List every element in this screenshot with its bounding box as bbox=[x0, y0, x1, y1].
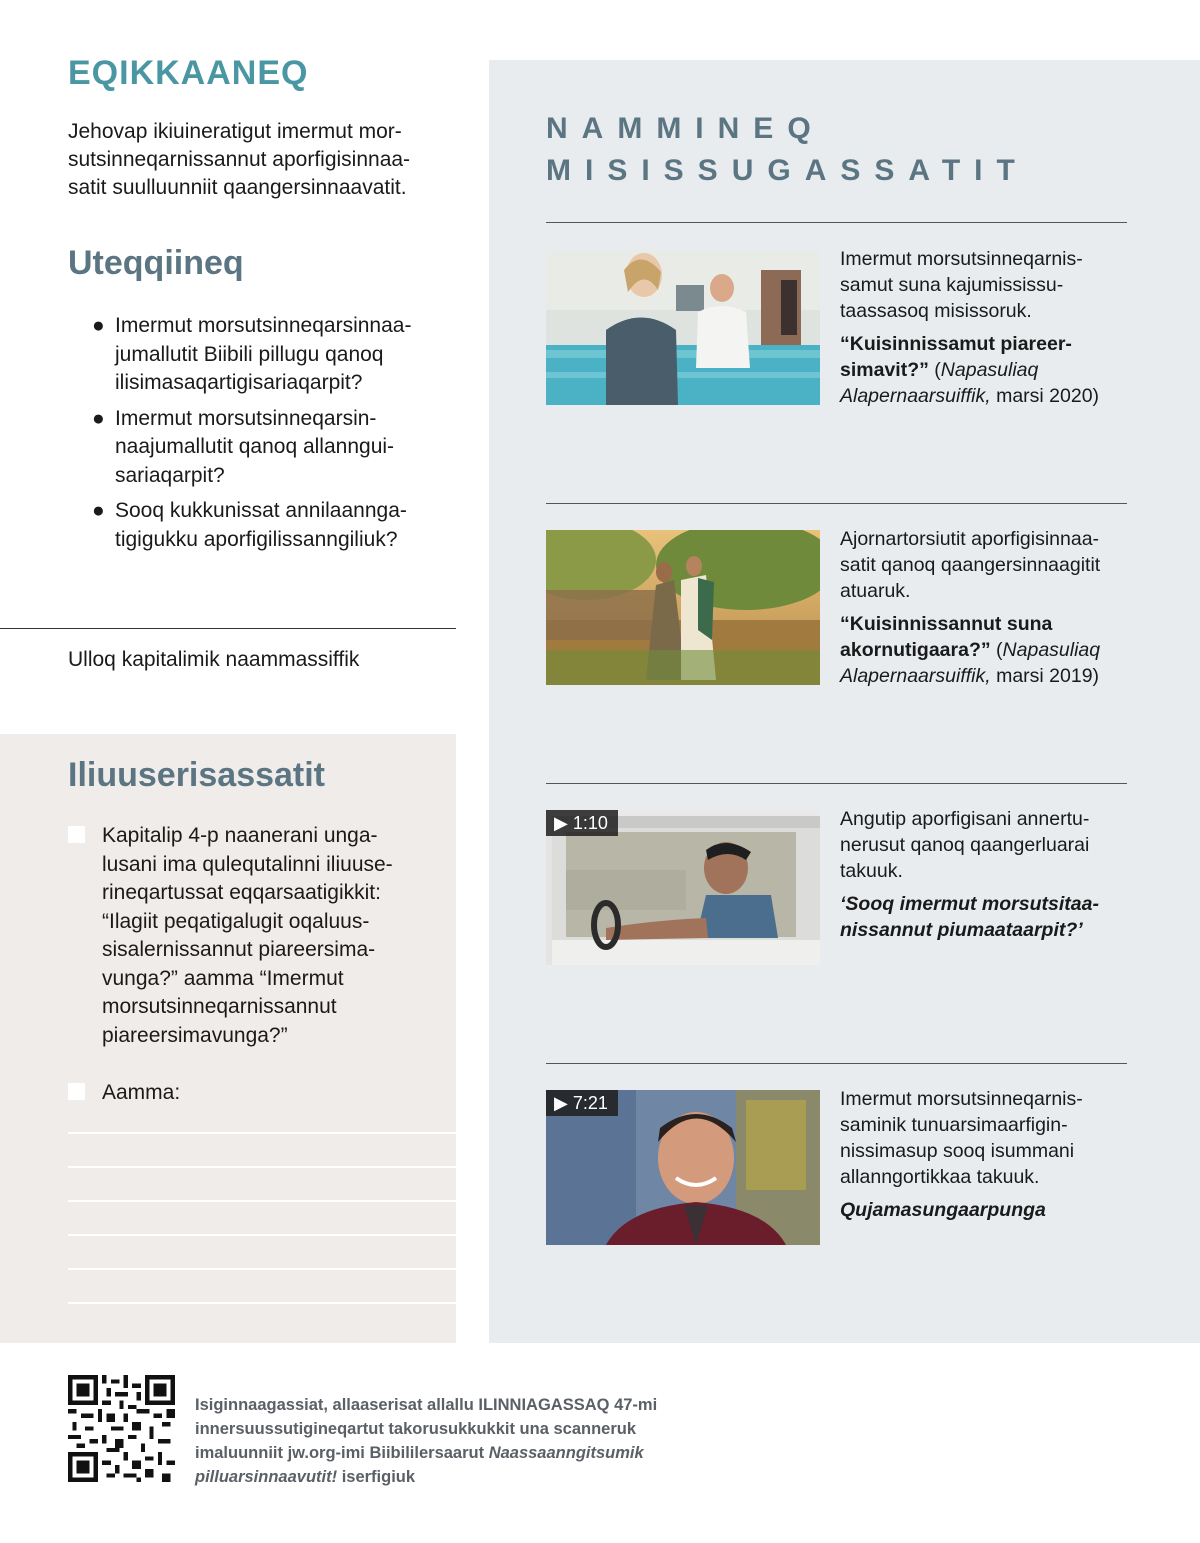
divider bbox=[0, 628, 456, 629]
checkbox[interactable] bbox=[68, 1083, 85, 1100]
review-item-text: Imermut morsutsinneqarsinnaa- jumallutit Biibili pillugu qanoq ilisimasaqartigisariaqarpit? bbox=[115, 314, 412, 394]
footer-note bbox=[195, 1393, 715, 1489]
review-heading: Uteqqiineq bbox=[68, 244, 244, 282]
card-title[interactable] bbox=[840, 611, 1130, 689]
review-item bbox=[92, 497, 462, 554]
video-thumbnail[interactable] bbox=[546, 810, 820, 965]
card-description: Imermut morsutsinneqarnis- saminik tunuarsimaarfigin- nissimasup sooq isummani allanngortikkaa takuuk. bbox=[840, 1088, 1083, 1188]
card-description: Imermut morsutsinneqarnis- samut suna kajumississu- taassasoq misissoruk. bbox=[840, 248, 1083, 322]
bullet-icon: ● bbox=[92, 406, 105, 430]
write-line[interactable] bbox=[68, 1132, 456, 1134]
card-title[interactable] bbox=[840, 891, 1130, 943]
bullet-icon: ● bbox=[92, 314, 105, 337]
card-source-title: Napasuliaq Alapernaarsuiffik, bbox=[840, 639, 1101, 687]
goal-item bbox=[68, 1079, 438, 1109]
write-line[interactable] bbox=[68, 1200, 456, 1202]
checkbox[interactable] bbox=[68, 826, 85, 843]
goal-text: Aamma: bbox=[102, 1081, 181, 1104]
review-item-text: Imermut morsutsinneqarsin- naajumallutit qanoq allanngui- sariaqarpit? bbox=[115, 406, 395, 487]
goal-text: Kapitalip 4-p naanerani unga- lusani ima qulequtalinni iliuuse- rineqartussat eqqarsaatigikkit: “Ilagiit peqatigalugit oqaluus- sisalernissannut piareersima- vunga?” aamma “Imermut morsutsinneqarnissannut piareersimavunga?” bbox=[102, 824, 393, 1047]
card-source: (Napasuliaq Alapernaarsuiffik, marsi 2020) bbox=[840, 359, 1100, 407]
study-card bbox=[840, 806, 1130, 943]
card-title-text[interactable]: Qujamasungaarpunga bbox=[840, 1199, 1046, 1221]
study-card bbox=[840, 526, 1130, 689]
bullet-icon: ● bbox=[92, 499, 105, 522]
completion-date-label: Ulloq kapitalimik naammassiffik bbox=[68, 648, 360, 671]
footer-text: iserfigiuk bbox=[337, 1468, 416, 1486]
play-icon[interactable]: ▶ bbox=[554, 1093, 568, 1113]
card-source-title: Napasuliaq Alapernaarsuiffik, bbox=[840, 359, 1039, 407]
summary-text: Jehovap ikiuineratigut imermut mor- sutsinneqarnissannut aporfigisinnaa- satit suulluunniit qaangersinnaavatit. bbox=[68, 120, 411, 199]
review-item bbox=[92, 405, 462, 491]
qr-code[interactable] bbox=[68, 1375, 175, 1482]
review-item-text: Sooq kukkunissat annilaannga- tigigukku aporfigilissanngiliuk? bbox=[115, 499, 407, 551]
review-item bbox=[92, 312, 462, 398]
study-card bbox=[840, 246, 1130, 409]
card-source-date: marsi 2019) bbox=[990, 665, 1100, 687]
card-title-text[interactable]: ‘Sooq imermut morsutsitaa- nissannut piumaataarpit?’ bbox=[840, 893, 1099, 941]
footer-link-title[interactable]: Naassaanngitsumik pilluarsinnaavutit! bbox=[195, 1444, 644, 1486]
study-card bbox=[840, 1086, 1130, 1223]
divider bbox=[546, 1063, 1127, 1064]
card-description: Angutip aporfigisani annertu- nerusut qanoq qaangerluarai takuuk. bbox=[840, 808, 1090, 882]
write-line[interactable] bbox=[68, 1166, 456, 1168]
card-title-text[interactable]: “Kuisinnissamut piareer- simavit?” bbox=[840, 333, 1072, 381]
write-line[interactable] bbox=[68, 1268, 456, 1270]
duration-text: 1:10 bbox=[572, 813, 608, 833]
write-line[interactable] bbox=[68, 1302, 456, 1304]
review-list bbox=[92, 312, 462, 561]
card-description: Ajornartorsiutit aporfigisinnaa- satit qanoq qaangersinnaagitit atuaruk. bbox=[840, 528, 1101, 602]
video-thumbnail[interactable] bbox=[546, 1090, 820, 1245]
video-duration bbox=[546, 1090, 618, 1116]
card-source: (Napasuliaq Alapernaarsuiffik, marsi 2019) bbox=[840, 639, 1101, 687]
card-title-text[interactable]: “Kuisinnissannut suna akornutigaara?” bbox=[840, 613, 1053, 661]
goals-heading: Iliuuserisassatit bbox=[68, 756, 326, 794]
divider bbox=[546, 783, 1127, 784]
goal-item bbox=[68, 822, 438, 1052]
play-icon[interactable]: ▶ bbox=[554, 813, 568, 833]
divider bbox=[546, 222, 1127, 223]
footer-text: Isiginnaagassiat, allaaserisat allallu ILINNIAGASSAQ 47-mi innersuussutigineqartut takorusukkukkit una scanneruk imaluunniit jw.org-imi Biibililersaarut bbox=[195, 1396, 658, 1462]
card-title[interactable] bbox=[840, 331, 1130, 409]
card-source-date: marsi 2020) bbox=[990, 385, 1100, 407]
baptism-photo[interactable] bbox=[546, 250, 820, 405]
video-duration bbox=[546, 810, 618, 836]
duration-text: 7:21 bbox=[572, 1093, 608, 1113]
explore-heading: NAMMINEQ MISISSUGASSATIT bbox=[546, 112, 1029, 187]
jesus-painting-image[interactable] bbox=[546, 530, 820, 685]
divider bbox=[546, 503, 1127, 504]
summary-heading: EQIKKAANEQ bbox=[68, 54, 309, 92]
card-title[interactable] bbox=[840, 1197, 1130, 1223]
write-line[interactable] bbox=[68, 1234, 456, 1236]
